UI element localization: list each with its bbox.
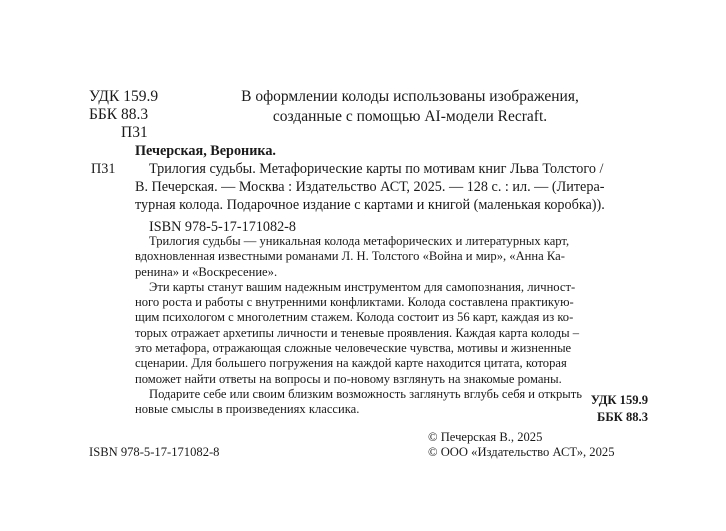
copyright-author: © Печерская В., 2025 [428, 430, 543, 444]
record-line-3: турная колода. Подарочное издание с картами и книгой (маленькая коробка)). [135, 197, 605, 213]
record-line-1: Трилогия судьбы. Метафорические карты по мотивам книг Льва Толстого / [149, 161, 604, 177]
record-isbn: ISBN 978-5-17-171082-8 [149, 219, 296, 235]
record-author: Печерская, Вероника. [135, 143, 276, 159]
udk-code: УДК 159.9 [89, 88, 159, 105]
copyright-publisher: © ООО «Издательство АСТ», 2025 [428, 445, 615, 459]
image-notice-line-1: В оформлении колоды использованы изображения, [241, 88, 579, 105]
footer-bbk: ББК 88.3 [597, 410, 648, 424]
bbk-code: ББК 88.3 [89, 106, 149, 123]
record-description [135, 160, 650, 236]
author-sign: П31 [121, 124, 148, 141]
annotation-p1-line-1: Трилогия судьбы — уникальная колода метафорических и литературных карт, [149, 234, 570, 248]
image-notice [210, 87, 610, 127]
annotation-p1-line-2: вдохновленная известными романами Л. Н. Толстого «Война и мир», «Анна Ка- [135, 249, 565, 264]
annotation-p1-line-3: ренина» и «Воскресение». [135, 264, 278, 279]
record-line-2: В. Печерская. — Москва : Издательство АСТ, 2025. — 128 с. : ил. — (Литера- [135, 179, 605, 195]
annotation-p2-line-7: поможет найти ответы на вопросы и по-новому взглянуть на знакомые романы. [135, 371, 562, 386]
footer-udk: УДК 159.9 [590, 393, 648, 407]
image-notice-line-2: созданные с помощью AI-модели Recraft. [272, 108, 548, 125]
record-sign: П31 [91, 161, 116, 177]
annotation-p3-line-1: Подарите себе или своим близким возможность заглянуть вглубь себя и открыть [149, 386, 582, 401]
annotation-p2-line-1: Эти карты станут вашим надежным инструментом для самопознания, личност- [149, 279, 576, 294]
annotation-p2-line-3: щим психологом с многолетним стажем. Колода состоит из 56 карт, каждая из ко- [135, 310, 574, 325]
annotation-p2-line-2: ного роста и работы с внутренними конфликтами. Колода составлена практикую- [135, 295, 574, 310]
footer-isbn: ISBN 978-5-17-171082-8 [89, 445, 220, 459]
annotation-p2-line-4: торых отражает архетипы личности и теневые проявления. Каждая карта колоды – [135, 325, 580, 340]
annotation-p2-line-5: это метафора, отражающая сложные человеческие чувства, мотивы и жизненные [135, 341, 572, 356]
annotation-p3-line-2: новые смыслы в произведениях классика. [135, 402, 360, 417]
annotation [135, 234, 650, 418]
annotation-p2-line-6: сценарии. Для большего погружения на каждой карте находится цитата, которая [135, 356, 567, 371]
